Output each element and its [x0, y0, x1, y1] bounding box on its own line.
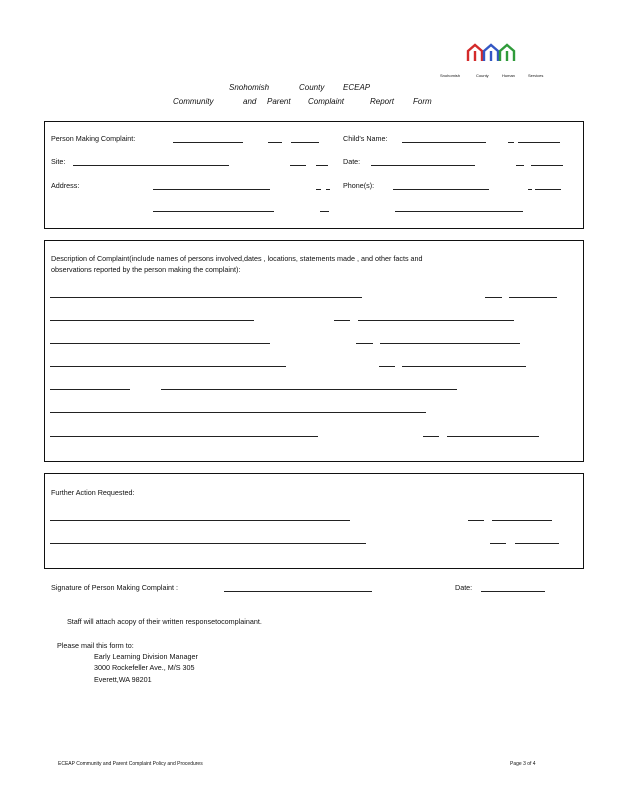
- person-name-field-2[interactable]: [268, 142, 282, 143]
- description-line-3c[interactable]: [380, 343, 520, 344]
- address-line2-field[interactable]: [153, 211, 274, 212]
- further-action-line-2b[interactable]: [490, 543, 506, 544]
- title-word-snohomish: Snohomish: [229, 83, 270, 92]
- site-label: Site:: [51, 157, 66, 166]
- staff-note: Staff will attach acopy of their written responsetocomplainant.: [67, 617, 262, 626]
- description-line-1a[interactable]: [50, 297, 362, 298]
- childs-name-label: Child's Name:: [343, 134, 388, 143]
- signature-date-field[interactable]: [481, 591, 545, 592]
- address-field-2[interactable]: [316, 189, 321, 190]
- further-action-line-1b[interactable]: [468, 520, 484, 521]
- description-label-line1: Description of Complaint(include names of persons involved,dates , locations, statements made , and other facts and: [51, 254, 423, 263]
- site-field-3[interactable]: [316, 165, 328, 166]
- further-action-line-2a[interactable]: [50, 543, 366, 544]
- phone-line2-field[interactable]: [395, 211, 523, 212]
- description-line-4a[interactable]: [50, 366, 286, 367]
- description-line-2c[interactable]: [358, 320, 514, 321]
- person-name-field[interactable]: [173, 142, 243, 143]
- description-line-2b[interactable]: [334, 320, 350, 321]
- description-line-7c[interactable]: [447, 436, 539, 437]
- description-label-line2: observations reported by the person making the complaint):: [51, 265, 241, 274]
- address-field-3[interactable]: [326, 189, 330, 190]
- description-line-7a[interactable]: [50, 436, 318, 437]
- phone-field[interactable]: [393, 189, 489, 190]
- description-line-3b[interactable]: [356, 343, 373, 344]
- mailing-line-2: 3000 Rockefeller Ave., M/S 305: [94, 663, 195, 672]
- title-word-county: County: [299, 83, 325, 92]
- further-action-line-2c[interactable]: [515, 543, 559, 544]
- title-word-eceap: ECEAP: [343, 83, 371, 92]
- childs-name-field-3[interactable]: [518, 142, 560, 143]
- childs-name-field[interactable]: [402, 142, 486, 143]
- description-line-3a[interactable]: [50, 343, 270, 344]
- logo-graphic: [466, 43, 518, 69]
- title-word-and: and: [243, 97, 257, 106]
- signature-date-label: Date:: [455, 583, 473, 592]
- phone-field-2[interactable]: [528, 189, 532, 190]
- phone-field-3[interactable]: [535, 189, 561, 190]
- description-line-4c[interactable]: [402, 366, 526, 367]
- title-word-form: Form: [413, 97, 432, 106]
- address-label: Address:: [51, 181, 80, 190]
- signature-label: Signature of Person Making Complaint :: [51, 583, 179, 592]
- site-field[interactable]: [73, 165, 229, 166]
- title-word-community: Community: [173, 97, 214, 106]
- logo-label-2: County: [476, 73, 489, 78]
- description-line-1b[interactable]: [485, 297, 502, 298]
- address-field[interactable]: [153, 189, 270, 190]
- logo-label-1: Snohomish: [440, 73, 461, 78]
- childs-name-field-2[interactable]: [508, 142, 514, 143]
- footer-page-number: Page 3 of 4: [510, 761, 536, 767]
- signature-field[interactable]: [224, 591, 372, 592]
- description-line-5b[interactable]: [161, 389, 457, 390]
- description-line-7b[interactable]: [423, 436, 439, 437]
- further-action-label: Further Action Requested:: [51, 488, 135, 497]
- footer-left: ECEAP Community and Parent Complaint Policy and Procedures: [58, 761, 203, 767]
- county-logo: [466, 43, 518, 69]
- mailing-line-3: Everett,WA 98201: [94, 675, 152, 684]
- address-line2-field-2[interactable]: [320, 211, 329, 212]
- date-label: Date:: [343, 157, 361, 166]
- date-field[interactable]: [371, 165, 475, 166]
- date-field-2[interactable]: [516, 165, 524, 166]
- phones-label: Phone(s):: [343, 181, 375, 190]
- further-action-line-1a[interactable]: [50, 520, 350, 521]
- logo-label-3: Human: [502, 73, 515, 78]
- site-field-2[interactable]: [290, 165, 306, 166]
- mailing-line-1: Early Learning Division Manager: [94, 652, 198, 661]
- description-line-2a[interactable]: [50, 320, 254, 321]
- description-line-1c[interactable]: [509, 297, 557, 298]
- title-word-parent: Parent: [267, 97, 291, 106]
- person-name-field-3[interactable]: [291, 142, 319, 143]
- logo-label-4: Services: [528, 73, 544, 78]
- title-word-complaint: Complaint: [308, 97, 345, 106]
- description-line-4b[interactable]: [379, 366, 395, 367]
- description-line-5a[interactable]: [50, 389, 130, 390]
- person-making-complaint-label: Person Making Complaint:: [51, 134, 136, 143]
- date-field-3[interactable]: [531, 165, 563, 166]
- title-word-report: Report: [370, 97, 395, 106]
- mailing-intro: Please mail this form to:: [57, 641, 134, 650]
- description-line-6a[interactable]: [50, 412, 426, 413]
- further-action-line-1c[interactable]: [492, 520, 552, 521]
